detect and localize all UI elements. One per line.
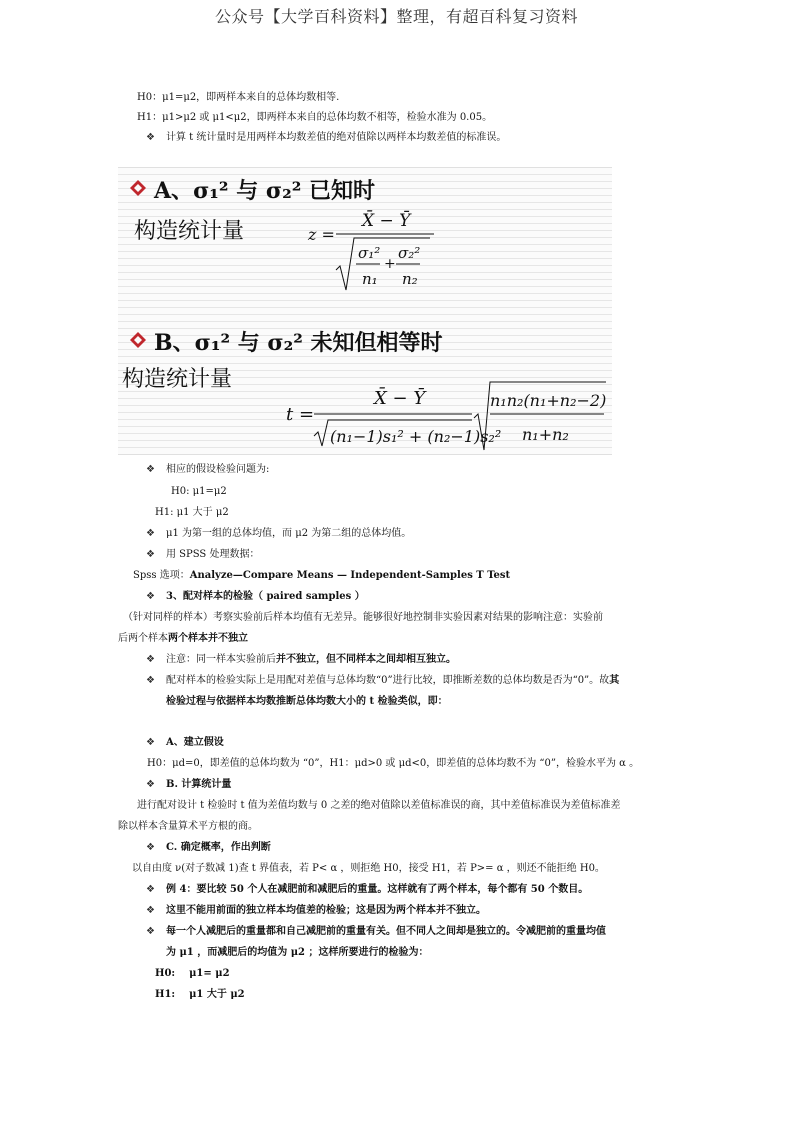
paired-intro-line1: （针对同样的样本）考察实验前后样本均值有无差异。能够很好地控制非实验因素对结果的影响注意：实验前 [123,612,603,623]
svg-text:+: + [384,256,396,272]
bullet-icon: ❖ [146,884,155,895]
formula-a-title: A、σ₁² 与 σ₂² 已知时 [154,178,376,204]
bullet-icon: ❖ [146,842,155,853]
example-each-line1: ❖ 每一个人减肥后的重量都和自己减肥前的重量有关。但不同人之间却是独立的。令减肥前的重量均值 [146,926,606,937]
top-h0: H0：μ1=μ2，即两样本来自的总体均数相等. [137,92,340,103]
bullet-icon-red [130,180,146,196]
mid-h0: H0: μ1=μ2 [171,486,227,497]
svg-text:X̄ − Ȳ: X̄ − Ȳ [362,211,411,231]
step-b-text1: 进行配对设计 t 检验时 t 值为差值均数与 0 之差的绝对值除以差值标准误的商，其中差值标准误为差值标准差 [137,800,621,811]
top-h1: H1：μ1>μ2 或 μ1<μ2，即两样本来自的总体均数不相等，检验水准为 0.05。 [137,112,493,123]
page-header: 公众号【大学百科资料】整理，有超百科复习资料 [214,7,578,26]
step-a-title: ❖ A、建立假设 [146,737,224,748]
spss-use: ❖ 用 SPSS 处理数据： [146,549,260,560]
svg-text:n₁n₂(n₁+n₂−2): n₁n₂(n₁+n₂−2) [490,391,607,410]
bullet-icon: ❖ [146,132,155,143]
bullet-icon: ❖ [146,549,155,560]
t-formula [286,382,606,450]
example-h0: H0: μ1= μ2 [155,968,230,979]
bullet-icon: ❖ [146,464,155,475]
bullet-icon: ❖ [146,591,155,602]
hyp-problem: ❖ 相应的假设检验问题为: [146,464,270,475]
bullet-icon: ❖ [146,779,155,790]
step-c-text: 以自由度 ν(对子数减 1)查 t 界值表，若 P< α ，则拒绝 H0，接受 H1，若 P>= α ，则还不能拒绝 H0。 [132,863,605,874]
formula-a-label: 构造统计量 [134,219,245,244]
section-3-title: ❖ 3、配对样本的检验（ paired samples ） [146,591,365,602]
svg-text:n₁+n₂: n₁+n₂ [522,425,569,444]
formula-image [118,167,612,455]
svg-text:t =: t = [286,404,315,425]
step-b-text2: 除以样本含量算术平方根的商。 [118,821,258,832]
example-4: ❖ 例 4：要比较 50 个人在减肥前和减肥后的重量。这样就有了两个样本，每个都有 50 个数目。 [146,884,589,895]
svg-text:n₂: n₂ [402,270,418,288]
note-line: ❖ 注意：同一样本实验前后并不独立，但不同样本之间却相互独立。 [146,654,456,665]
formula-svg [118,168,612,454]
example-h1: H1: μ1 大于 μ2 [155,989,245,1000]
bullet-icon: ❖ [146,675,155,686]
step-c-title: ❖ C. 确定概率，作出判断 [146,842,271,853]
example-not-indep: ❖ 这里不能用前面的独立样本均值差的检验；这是因为两个样本并不独立。 [146,905,486,916]
step-a-text: H0：μd=0，即差值的总体均数为 “0”，H1：μd>0 或 μd<0，即差值的总体均数不为 “0”，检验水平为 α 。 [147,758,640,769]
svg-text:σ₁²: σ₁² [358,244,381,262]
spss-options: Spss 选项：Analyze—Compare Means — Independent-Samples T Test [133,570,511,581]
svg-text:z =: z = [308,225,335,244]
mid-h1: H1: μ1 大于 μ2 [155,507,229,518]
bullet-icon-red-b [130,332,146,348]
bullet-icon: ❖ [146,528,155,539]
bullet-icon: ❖ [146,654,155,665]
formula-b-title: B、σ₁² 与 σ₂² 未知但相等时 [154,330,443,356]
svg-text:n₁: n₁ [362,270,378,288]
bullet-icon: ❖ [146,737,155,748]
step-b-title: ❖ B. 计算统计量 [146,779,232,790]
example-each-line2: 为 μ1 ，而减肥后的均值为 μ2 ；这样所要进行的检验为： [166,947,429,958]
paired-desc-line1: ❖ 配对样本的检验实际上是用配对差值与总体均数“0”进行比较，即推断差数的总体均数是否为“0”。故其 [146,675,620,686]
svg-text:X̄ − Ȳ: X̄ − Ȳ [374,388,426,409]
bullet-icon: ❖ [146,926,155,937]
formula-b-label: 构造统计量 [122,367,233,392]
bullet-icon: ❖ [146,905,155,916]
spss-path: Analyze—Compare Means — Independent-Samples T Test [189,570,511,581]
paired-intro-line2: 后两个样本两个样本并不独立 [118,633,248,644]
svg-text:σ₂²: σ₂² [398,244,421,262]
paired-desc-line2: 检验过程与依据样本均数推断总体均数大小的 t 检验类似，即： [166,696,448,707]
z-formula [307,209,434,290]
mu-definition: ❖ μ1 为第一组的总体均值，而 μ2 为第二组的总体均值。 [146,528,412,539]
svg-text:(n₁−1)s₁² + (n₂−1)s₂²: (n₁−1)s₁² + (n₂−1)s₂² [330,427,502,446]
top-t-stat: ❖ 计算 t 统计量时是用两样本均数差值的绝对值除以两样本均数差值的标准误。 [146,132,507,143]
